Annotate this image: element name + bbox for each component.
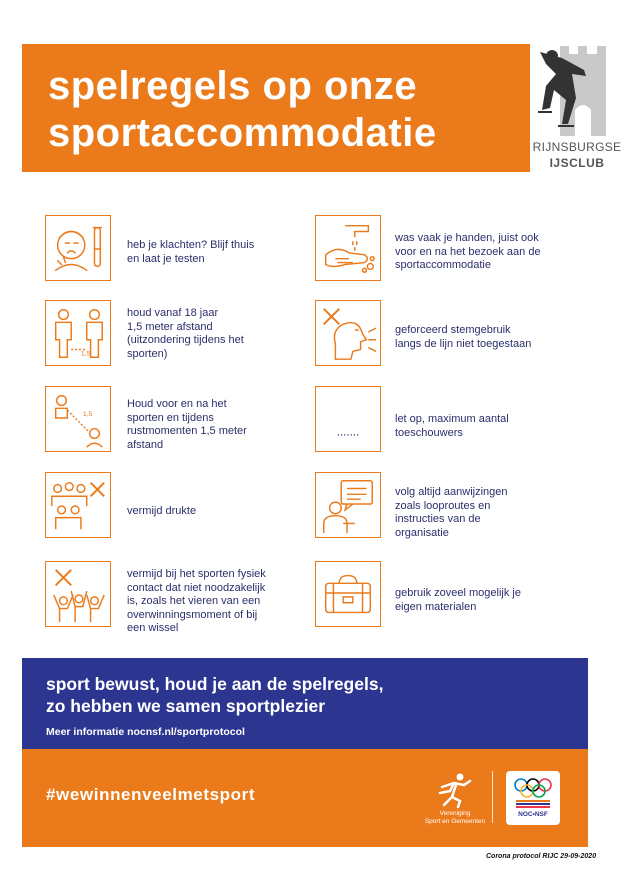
olympic-rings-icon xyxy=(506,771,560,811)
vsg-name-line2: Sport en Gemeenten xyxy=(424,818,486,825)
footnote: Corona protocol RIJC 29-09-2020 xyxy=(486,853,597,860)
slogan-banner xyxy=(22,658,588,749)
club-logo xyxy=(532,40,622,185)
spectators-limit-icon xyxy=(315,386,381,452)
vsg-name-line1: Vereniging xyxy=(439,810,471,817)
club-name-line1: RIJNSBURGSE xyxy=(532,140,622,154)
header-banner xyxy=(22,44,530,172)
rule-text: geforceerd stemgebruik langs de lijn niet toegestaan xyxy=(395,324,532,350)
slogan-line1: sport bewust, houd je aan de spelregels, xyxy=(46,674,384,694)
skater-castle-icon xyxy=(532,40,622,140)
rule-text: vermijd drukte xyxy=(127,505,197,517)
more-info-link[interactable]: Meer informatie nocnsf.nl/sportprotocol xyxy=(46,726,245,738)
page-title-line2: sportaccommodatie xyxy=(48,111,437,155)
rule-text: let op, maximum aantal toeschouwers xyxy=(395,413,509,439)
rule-text: heb je klachten? Blijf thuis en laat je testen xyxy=(127,239,255,265)
svg-text:1,5: 1,5 xyxy=(80,350,91,358)
rule-text: Houd voor en na het sporten en tijdens rustmomenten 1,5 meter afstand xyxy=(127,398,247,451)
rule-text: gebruik zoveel mogelijk je eigen materialen xyxy=(395,587,521,613)
svg-text:1,5: 1,5 xyxy=(82,411,93,419)
svg-text:.......: ....... xyxy=(336,425,360,439)
sick-person-test-icon xyxy=(45,215,111,281)
footer-banner xyxy=(22,749,588,847)
logo-divider xyxy=(492,771,493,823)
slogan-line2: zo hebben we samen sportplezier xyxy=(46,696,326,716)
rule-text: volg altijd aanwijzingen zoals looproutes en instructies van de organisatie xyxy=(395,486,508,539)
crowd-icon xyxy=(45,472,111,538)
rule-text: vermijd bij het sporten fysiek contact dat niet noodzakelijk is, zoals het vieren van een overwinningsmoment of bij een wissel xyxy=(127,568,266,634)
noc-nsf-label: NOC•NSF xyxy=(518,811,548,818)
page-title-line1: spelregels op onze xyxy=(48,64,418,108)
hashtag: #wewinnenveelmetsport xyxy=(46,785,256,804)
rule-text: was vaak je handen, juist ook voor en na het bezoek aan de sportaccommodatie xyxy=(395,232,541,271)
distance-adults-icon xyxy=(45,300,111,366)
no-shouting-icon xyxy=(315,300,381,366)
rule-text: houd vanaf 18 jaar 1,5 meter afstand (uitzondering tijdens het sporten) xyxy=(127,307,244,360)
vsg-logo xyxy=(420,771,490,831)
distance-rest-icon xyxy=(45,386,111,452)
sports-bag-icon xyxy=(315,561,381,627)
club-name-line2: IJSCLUB xyxy=(549,156,605,170)
instructions-icon xyxy=(315,472,381,538)
no-contact-celebration-icon xyxy=(45,561,111,627)
noc-nsf-logo xyxy=(506,771,560,825)
runner-logo-icon xyxy=(420,771,490,809)
wash-hands-icon xyxy=(315,215,381,281)
